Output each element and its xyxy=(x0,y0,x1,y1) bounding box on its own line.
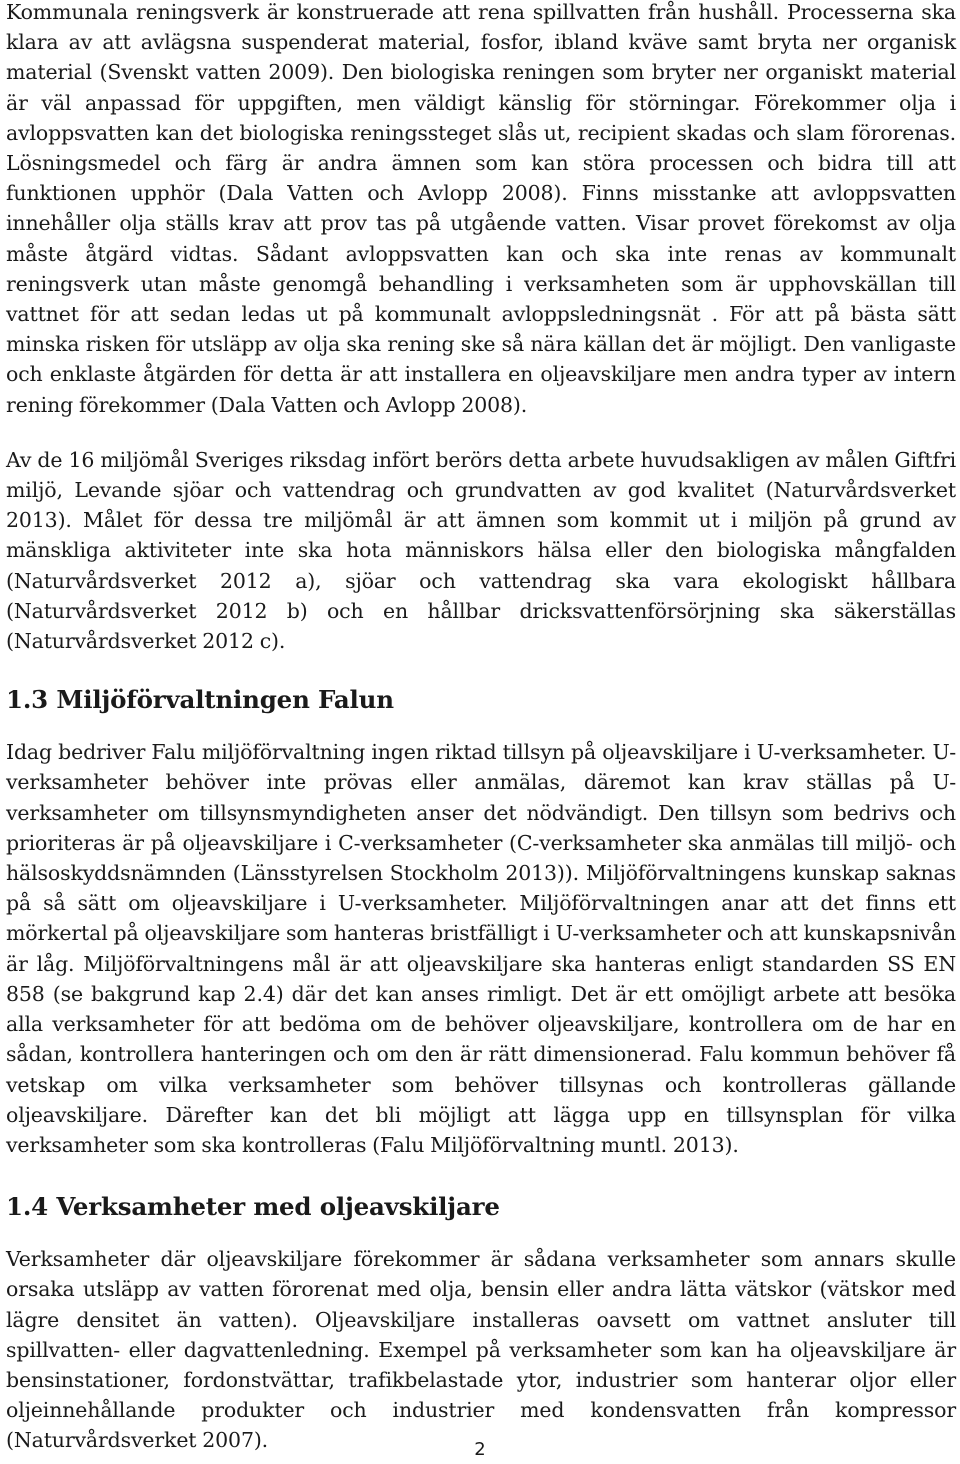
page-number: 2 xyxy=(474,1439,486,1460)
section-heading-1-4: 1.4 Verksamheter med oljeavskiljare xyxy=(6,1192,500,1222)
paragraph-miljomal: Av de 16 miljömål Sveriges riksdag infört berörs detta arbete huvudsakligen av målen Giftfri miljö, Levande sjöar och vattendrag och grundvatten av god kvalitet (Naturvårdsverket 2013). Målet för dessa tre miljömål är att ämnen som kommit ut i miljön på grund av mänskliga aktiviteter inte ska hota människors hälsa eller den biologiska mångfalden (Naturvårdsverket 2012 a), sjöar och vattendrag ska vara ekologiskt hållbara (Naturvårdsverket 2012 b) och en hållbar dricksvattenförsörjning ska säkerställas (Naturvårdsverket 2012 c). xyxy=(6,447,956,654)
paragraph-miljoforvaltningen: Idag bedriver Falu miljöförvaltning ingen riktad tillsyn på oljeavskiljare i U-verksamheter. U-verksamheter behöver inte prövas eller anmälas, däremot kan krav ställas på U-verksamheter om tillsynsmyndigheten anser det nödvändigt. Den tillsyn som bedrivs och prioriteras är på oljeavskiljare i C-verksamheter (C-verksamheter ska anmälas till miljö- och hälsoskyddsnämnden (Länsstyrelsen Stockholm 2013)). Miljöförvaltningens kunskap saknas på så sätt om oljeavskiljare i U-verksamheter. Miljöförvaltningen anar att det finns ett mörkertal på oljeavskiljare som hanteras bristfälligt i U-verksamheter och att kunskapsnivån är låg. Miljöförvaltningens mål är att oljeavskiljare ska hanteras enligt standarden SS EN 858 (se bakgrund kap 2.4) där det kan anses rimligt. Det är ett omöjligt arbete att besöka alla verksamheter för att bedöma om de behöver oljeavskiljare, kontrollera om de har en sådan, kontrollera hanteringen och om den är rätt dimensionerad. Falu kommun behöver få vetskap om vilka verksamheter som behöver tillsynas och kontrolleras gällande oljeavskiljare. Därefter kan det bli möjligt att lägga upp en tillsynsplan för vilka verksamheter som ska kontrolleras (Falu Miljöförvaltning muntl. 2013). xyxy=(6,740,956,1157)
paragraph-verksamheter: Verksamheter där oljeavskiljare förekommer är sådana verksamheter som annars skulle orsaka utsläpp av vatten förorenat med olja, bensin eller andra lätta vätskor (vätskor med lägre densitet än vatten). Oljeavskiljare installeras oavsett om vattnet ansluter till spillvatten- eller dagvattenledning. Exempel på verksamheter som kan ha oljeavskiljare är bensinstationer, fordonstvättar, trafikbelastade ytor, industrier som hanterar oljor eller oljeinnehållande produkter och industrier med kondensvatten från kompressor (Naturvårdsverket 2007). xyxy=(6,1247,956,1453)
document-page xyxy=(6,0,956,1456)
paragraph-reningsverk: Kommunala reningsverk är konstruerade att rena spillvatten från hushåll. Processerna ska klara av att avlägsna suspenderat material, fosfor, ibland kväve samt bryta ner organisk material (Svenskt vatten 2009). Den biologiska reningen som bryter ner organiskt material är väl anpassad för uppgiften, men väldigt känslig för störningar. Förekommer olja i avloppsvatten kan det biologiska reningssteget slås ut, recipient skadas och slam förorenas. Lösningsmedel och färg är andra ämnen som kan störa processen och bidra till att funktionen upphör (Dala Vatten och Avlopp 2008). Finns misstanke att avloppsvatten innehåller olja ställs krav att prov tas på utgående vatten. Visar provet förekomst av olja måste åtgärd vidtas. Sådant avloppsvatten kan och ska inte renas av kommunalt reningsverk utan måste genomgå behandling i verksamheten som är upphovskällan till vattnet för att sedan ledas ut på kommunalt avloppsledningsnät . För att på bästa sätt minska risken för utsläpp av olja ska rening ske så nära källan det är möjligt. Den vanligaste och enklaste åtgärden för detta är att installera en oljeavskiljare men andra typer av intern rening förekommer (Dala Vatten och Avlopp 2008). xyxy=(6,0,956,417)
section-heading-1-3: 1.3 Miljöförvaltningen Falun xyxy=(6,685,394,715)
